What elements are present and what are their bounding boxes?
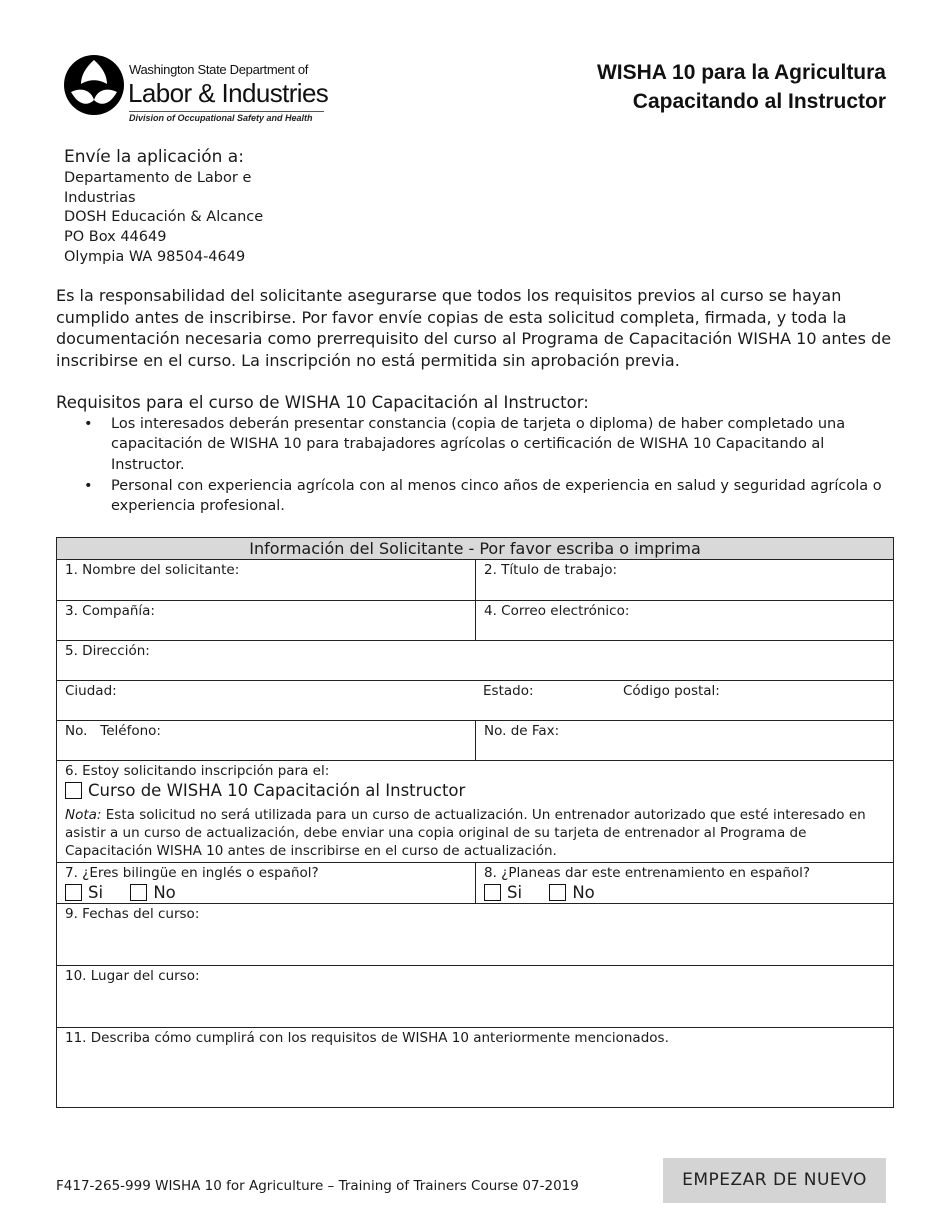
address-line: Departamento de Labor e <box>64 170 252 186</box>
form-row-address <box>57 640 893 680</box>
spanish-question: 8. ¿Planeas dar este entrenamiento en español? <box>484 865 811 881</box>
phone-field[interactable] <box>57 721 475 760</box>
reset-button[interactable]: EMPEZAR DE NUEVO <box>663 1158 886 1203</box>
logo-department: Washington State Department of <box>129 62 309 77</box>
state-label: Estado: <box>483 683 534 699</box>
spanish-no-label: No <box>572 883 595 902</box>
form-row-location <box>57 965 893 1027</box>
fax-field[interactable] <box>475 721 895 760</box>
form-row-course <box>57 760 893 862</box>
course-location-label: 10. Lugar del curso: <box>65 968 200 984</box>
course-dates-label: 9. Fechas del curso: <box>65 906 200 922</box>
course-dates-field[interactable] <box>57 904 895 965</box>
course-note <box>65 806 887 860</box>
address-field[interactable] <box>57 641 895 680</box>
bilingual-question: 7. ¿Eres bilingüe en inglés o español? <box>65 865 319 881</box>
job-title-field[interactable] <box>475 560 895 600</box>
address-line: DOSH Educación & Alcance <box>64 209 264 226</box>
requirement-item <box>84 414 894 475</box>
logo-rule <box>129 111 324 112</box>
form-row-company-email <box>57 600 893 640</box>
form-row-phone-fax <box>57 720 893 760</box>
course-option[interactable] <box>65 780 887 802</box>
describe-field[interactable] <box>57 1028 895 1108</box>
document-title <box>597 58 886 116</box>
mailing-address <box>64 146 263 268</box>
course-checkbox[interactable] <box>65 782 82 799</box>
bullet-icon: • <box>84 416 93 432</box>
city-field[interactable] <box>57 681 475 720</box>
form-row-dates <box>57 903 893 965</box>
form-row-city-state-zip <box>57 680 893 720</box>
course-section <box>57 761 895 862</box>
requirements-title: Requisitos para el curso de WISHA 10 Capacitación al Instructor: <box>56 393 589 412</box>
course-question: 6. Estoy solicitando inscripción para el: <box>65 763 330 779</box>
bullet-icon: • <box>84 477 93 494</box>
applicant-name-label: 1. Nombre del solicitante: <box>65 562 240 578</box>
fax-label: No. de Fax: <box>484 723 560 739</box>
logo-name: Labor & Industries <box>128 78 329 108</box>
bilingual-yes-label: Si <box>88 883 104 902</box>
form-row-describe <box>57 1027 893 1108</box>
zip-label: Código postal: <box>623 683 720 699</box>
course-option-label: Curso de WISHA 10 Capacitación al Instructor <box>88 781 466 800</box>
address-line: Industrias <box>64 189 136 206</box>
note-label: Nota: <box>65 807 102 823</box>
lni-logo-icon <box>63 54 125 116</box>
company-label: 3. Compañía: <box>65 603 155 619</box>
spanish-yes-label: Si <box>507 883 523 902</box>
state-field[interactable] <box>475 681 615 720</box>
city-label: Ciudad: <box>65 683 117 699</box>
lni-logo <box>63 54 333 126</box>
requirement-text: Personal con experiencia agrícola con al menos cinco años de experiencia en salud y seguridad agrícola o experiencia profesional. <box>111 477 882 515</box>
email-field[interactable] <box>475 601 895 640</box>
logo-division: Division of Occupational Safety and Health <box>129 113 313 123</box>
title-line-1: WISHA 10 para la Agricultura <box>596 61 886 84</box>
bilingual-yes-checkbox[interactable] <box>65 884 82 901</box>
form-row-name-title <box>57 559 893 600</box>
phone-label: No. Teléfono: <box>65 723 161 739</box>
address-heading: Envíe la aplicación a: <box>64 147 244 167</box>
bilingual-options <box>65 882 467 904</box>
form-row-bilingual <box>57 862 893 903</box>
zip-field[interactable] <box>615 681 895 720</box>
bilingual-section <box>57 863 475 903</box>
address-label: 5. Dirección: <box>65 643 150 659</box>
title-line-2: Capacitando al Instructor <box>632 90 886 113</box>
address-line: Olympia WA 98504-4649 <box>64 248 246 265</box>
spanish-yes-checkbox[interactable] <box>484 884 501 901</box>
email-label: 4. Correo electrónico: <box>484 603 630 619</box>
intro-paragraph: Es la responsabilidad del solicitante asegurarse que todos los requisitos previos al curso se hayan cumplido antes de inscribirse. Por favor envíe copias de esta solicitud completa, firmada, y toda la documentación necesaria como prerrequisito del curso al Programa de Capacitación WISHA 10 antes de inscribirse en el curso. La inscripción no está permitida sin aprobación previa. <box>56 286 892 370</box>
form-footer: F417-265-999 WISHA 10 for Agriculture – Training of Trainers Course 07-2019 <box>56 1178 579 1194</box>
requirement-item <box>84 476 894 517</box>
bilingual-no-label: No <box>153 883 176 902</box>
spanish-section <box>475 863 895 903</box>
bilingual-no-checkbox[interactable] <box>130 884 147 901</box>
job-title-label: 2. Título de trabajo: <box>484 562 618 578</box>
describe-label: 11. Describa cómo cumplirá con los requisitos de WISHA 10 anteriormente mencionados. <box>65 1030 669 1046</box>
applicant-name-field[interactable] <box>57 560 475 600</box>
course-location-field[interactable] <box>57 966 895 1027</box>
company-field[interactable] <box>57 601 475 640</box>
requirement-text: Los interesados deberán presentar constancia (copia de tarjeta o diploma) de haber completado una capacitación de WISHA 10 para trabajadores agrícolas o certificación de WISHA 10 Capacitando al Instructor. <box>111 416 846 473</box>
spanish-options <box>484 882 887 904</box>
form-header: Información del Solicitante - Por favor escriba o imprima <box>57 538 893 559</box>
address-line: PO Box 44649 <box>64 229 167 246</box>
applicant-form <box>56 537 894 1108</box>
note-text: Esta solicitud no será utilizada para un curso de actualización. Un entrenador autorizado que esté interesado en asistir a un curso de actualización, debe enviar una copia original de su tarjeta de entrenador al Programa de Capacitación WISHA 10 antes de inscribirse en el curso de actualización. <box>65 807 866 859</box>
spanish-no-checkbox[interactable] <box>549 884 566 901</box>
requirements-list <box>84 414 894 517</box>
